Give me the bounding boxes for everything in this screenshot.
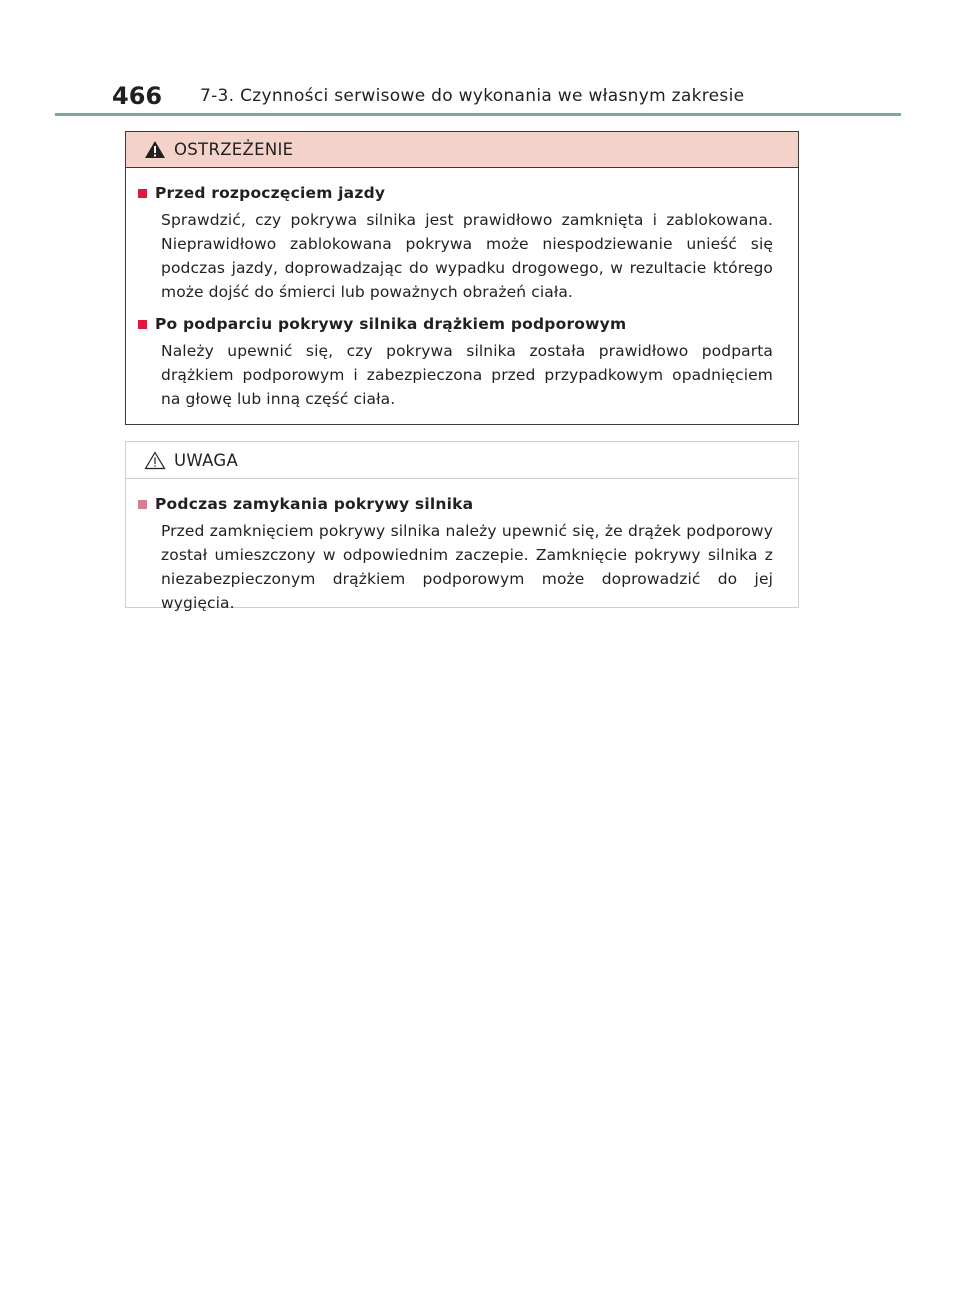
warning-item-heading-row xyxy=(138,182,773,204)
header-divider xyxy=(55,113,901,116)
square-bullet-icon xyxy=(138,500,147,509)
warning-item-text: Należy upewnić się, czy pokrywa silnika została prawidłowo podparta drążkiem podporowym i zabezpieczona przed przypadkowym opadnięciem na głowę lub inną część ciała. xyxy=(161,342,773,408)
square-bullet-icon xyxy=(138,320,147,329)
caution-item-text: Przed zamknięciem pokrywy silnika należy upewnić się, że drążek podporowy został umieszczony w odpowiednim zaczepie. Zamknięcie pokrywy silnika z niezabezpieczonym drążkiem podporowym może doprowadzić do jej wygięcia. xyxy=(161,522,773,612)
caution-box-body xyxy=(126,479,798,615)
page-number: 466 xyxy=(112,82,163,110)
caution-outline-triangle-icon xyxy=(144,451,166,470)
warning-item xyxy=(138,182,773,304)
square-bullet-icon xyxy=(138,189,147,198)
warning-box-header xyxy=(126,132,798,168)
warning-item-heading: Po podparciu pokrywy silnika drążkiem podporowym xyxy=(155,315,627,333)
page-header xyxy=(0,0,960,120)
caution-item-heading-row xyxy=(138,493,773,515)
caution-box-title: UWAGA xyxy=(174,450,239,470)
warning-item-heading: Przed rozpoczęciem jazdy xyxy=(155,184,386,202)
warning-box-body xyxy=(126,168,798,411)
caution-box-header xyxy=(126,442,798,479)
warning-item-heading-row xyxy=(138,313,773,335)
caution-box xyxy=(125,441,799,612)
warning-filled-triangle-icon xyxy=(144,140,166,159)
warning-item-text: Sprawdzić, czy pokrywa silnika jest prawidłowo zamknięta i zablokowana. Nieprawidłowo zablokowana pokrywa może niespodziewanie unieść się podczas jazdy, doprowadzając do wypadku drogowego, w rezultacie którego może dojść do śmierci lub poważnych obrażeń ciała. xyxy=(161,211,773,301)
warning-box-title: OSTRZEŻENIE xyxy=(174,140,294,159)
section-title: 7-3. Czynności serwisowe do wykonania we własnym zakresie xyxy=(200,86,745,106)
warning-item xyxy=(138,313,773,411)
caution-item xyxy=(138,493,773,615)
warning-box xyxy=(125,131,799,425)
caution-item-heading: Podczas zamykania pokrywy silnika xyxy=(155,495,474,513)
